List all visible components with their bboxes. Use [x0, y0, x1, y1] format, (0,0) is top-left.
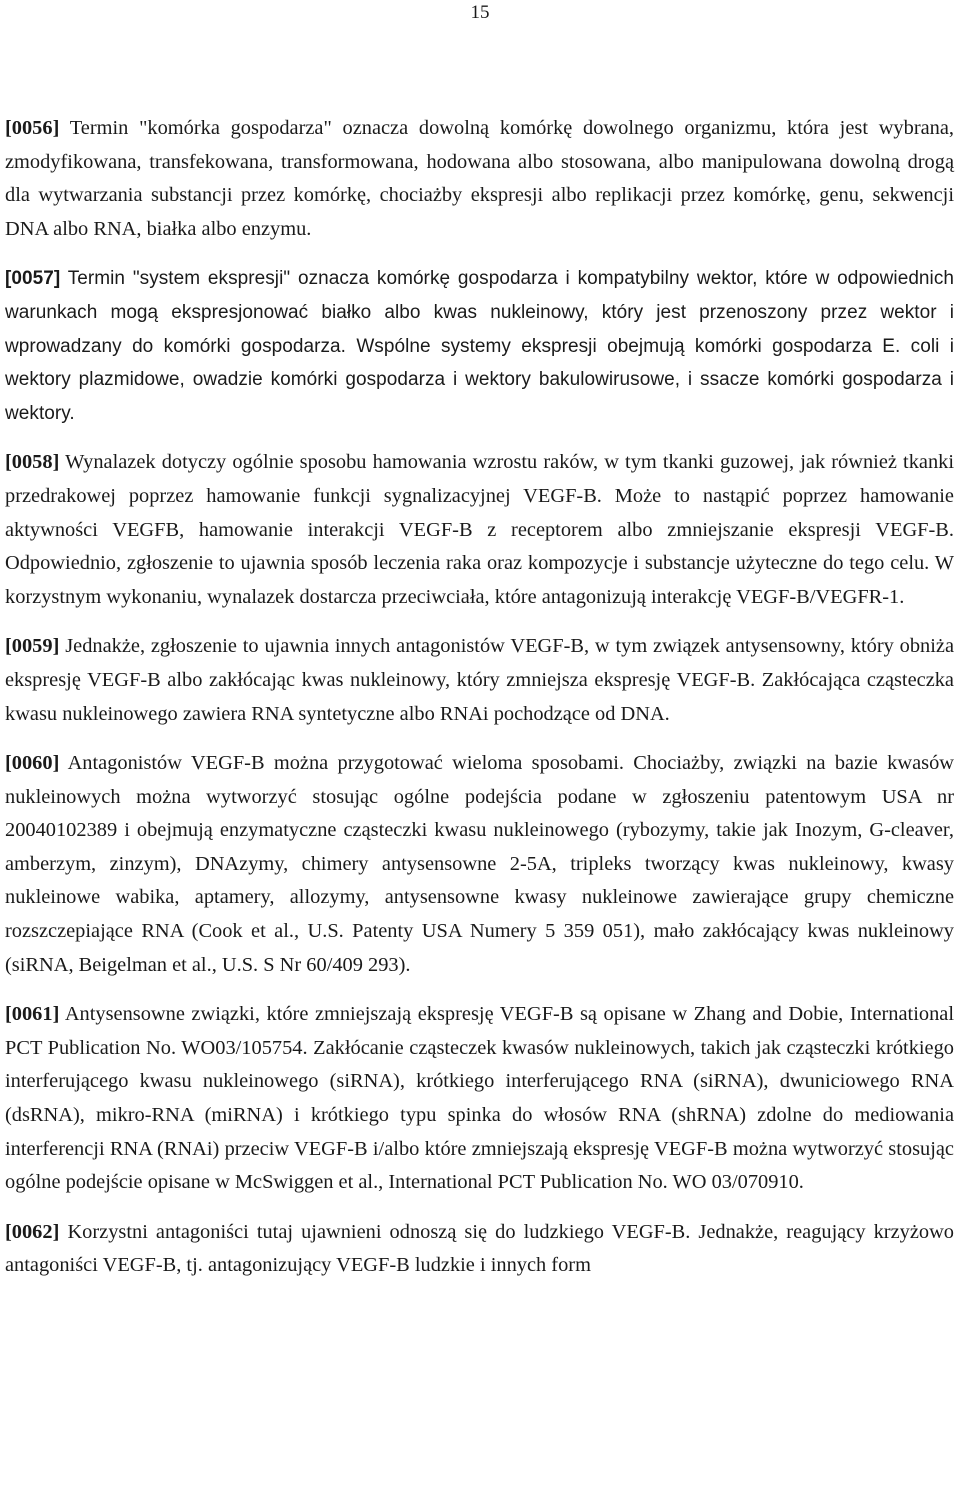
paragraph-text: Antysensowne związki, które zmniejszają ekspresję VEGF-B są opisane w Zhang and Dobie, International PCT Publication No. WO03/105754. Zakłócanie cząsteczek kwasów nukleinowych, takich jak cząsteczki krótkiego interferującego kwasu nukleinowego (siRNA), krótkiego interferującego RNA (siRNA), dwuniciowego RNA (dsRNA), mikro-RNA (miRNA) i krótkiego typu spinka do włosów RNA (shRNA) zdolne do mediowania interferencji RNA (RNAi) przeciw VEGF-B i/albo które zmniejszają ekspresję VEGF-B można wytworzyć stosując ogólne podejście opisane w McSwiggen et al., International PCT Publication No. WO 03/070910.: [5, 1003, 954, 1194]
document-body: [5, 112, 954, 1299]
paragraph-0057: [5, 262, 954, 430]
paragraph-id: [0056]: [5, 117, 60, 139]
paragraph-id: [0062]: [5, 1220, 60, 1243]
paragraph-text: Korzystni antagoniści tutaj ujawnieni odnoszą się do ludzkiego VEGF-B. Jednakże, reagujący krzyżowo antagoniści VEGF-B, tj. antagonizujący VEGF-B ludzkie i innych form: [5, 1220, 954, 1277]
paragraph-0062: [5, 1216, 954, 1283]
paragraph-0059: [5, 630, 954, 731]
paragraph-text: Jednakże, zgłoszenie to ujawnia innych antagonistów VEGF-B, w tym związek antysensowny, który obniża ekspresję VEGF-B albo zakłócając kwas nukleinowy, który zmniejsza ekspresję VEGF-B. Zakłócająca cząsteczka kwasu nukleinowego zawiera RNA syntetyczne albo RNAi pochodzące od DNA.: [5, 635, 954, 725]
paragraph-id: [0058]: [5, 451, 60, 474]
paragraph-text: Antagonistów VEGF-B można przygotować wieloma sposobami. Chociażby, związki na bazie kwasów nukleinowych można wytworzyć stosując ogólne podejścia podane w zgłoszeniu patentowym USA nr 20040102389 i obejmują enzymatyczne cząsteczki kwasu nukleinowego (rybozymy, takie jak Inozym, G-cleaver, amberzym, zinzym), DNAzymy, chimery antysensowne 2-5A, tripleks tworzący kwas nukleinowy, kwasy nukleinowe wabika, aptamery, allozymy, antysensowne kwasy nukleinowe zawierające grupy chemiczne rozszczepiające RNA (Cook et al., U.S. Patenty USA Numery 5 359 051), mało zakłócający kwas nukleinowy (siRNA, Beigelman et al., U.S. S Nr 60/409 293).: [5, 752, 954, 976]
paragraph-text: Termin "system ekspresji" oznacza komórkę gospodarza i kompatybilny wektor, które w odpowiednich warunkach mogą ekspresjonować białko albo kwas nukleinowy, który jest przenoszony przez wektor i wprowadzany do komórki gospodarza. Wspólne systemy ekspresji obejmują komórki gospodarza E. coli i wektory plazmidowe, owadzie komórki gospodarza i wektory bakulowirusowe, i ssacze komórki gospodarza i wektory.: [5, 268, 954, 424]
paragraph-0056: [5, 112, 954, 246]
paragraph-0058: [5, 446, 954, 614]
paragraph-id: [0061]: [5, 1003, 60, 1026]
paragraph-text: Termin "komórka gospodarza" oznacza dowolną komórkę dowolnego organizmu, która jest wybrana, zmodyfikowana, transfekowana, transformowana, hodowana albo stosowana, albo manipulowana dowolną drogą dla wytwarzania substancji przez komórkę, chociażby ekspresji albo replikacji przez komórkę, genu, sekwencji DNA albo RNA, białka albo enzymu.: [5, 117, 955, 240]
paragraph-id: [0060]: [5, 752, 60, 775]
paragraph-id: [0057]: [5, 268, 61, 290]
paragraph-id: [0059]: [5, 635, 60, 658]
page-number: 15: [470, 2, 490, 23]
paragraph-text: Wynalazek dotyczy ogólnie sposobu hamowania wzrostu raków, w tym tkanki guzowej, jak również tkanki przedrakowej poprzez hamowanie funkcji sygnalizacyjnej VEGF-B. Może to nastąpić poprzez hamowanie aktywności VEGFB, hamowanie interakcji VEGF-B z receptorem albo zmniejszanie ekspresji VEGF-B. Odpowiednio, zgłoszenie to ujawnia sposób leczenia raka oraz kompozycje i substancje użyteczne do tego celu. W korzystnym wykonaniu, wynalazek dostarcza przeciwciała, które antagonizują interakcję VEGF-B/VEGFR-1.: [5, 451, 954, 608]
paragraph-0060: [5, 747, 954, 982]
paragraph-0061: [5, 998, 954, 1200]
